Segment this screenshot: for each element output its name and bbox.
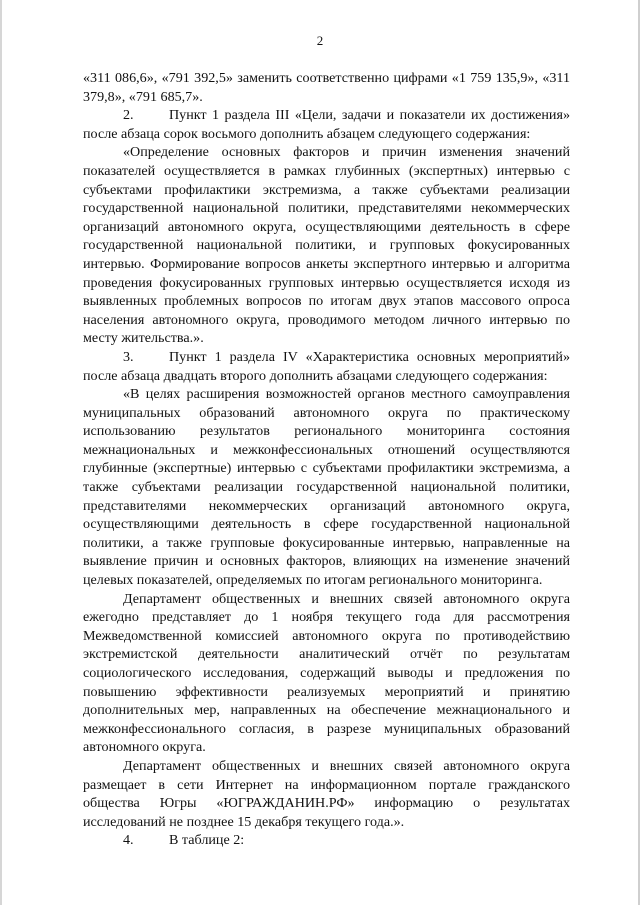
item-number: 4. [123,832,134,849]
paragraph-item-3 [83,348,570,385]
paragraph-department-publish: Департамент общественных и внешних связей автономного округа размещает в сети Интернет на информационном портале гражданского общества Югры «ЮГРАЖДАНИН.РФ» информацию о результатах исследований не позднее 15 декабря текущего года.». [83,757,570,830]
paragraph-item-4 [83,831,570,850]
paragraph-item-2 [83,106,570,143]
paragraph-text: В таблице 2: [169,832,245,849]
paragraph-text: Пункт 1 раздела IV «Характеристика основных мероприятий» после абзаца двадцать второго дополнить абзацами следующего содержания: [83,348,570,384]
paragraph-quote-definition: «Определение основных факторов и причин изменения значений показателей осуществляется в рамках глубинных (экспертных) интервью с субъектами профилактики экстремизма, а также субъектами реализации государственной национальной политики, представителями некоммерческих организаций автономного округа, осуществляющими деятельность в сфере государственной национальной политики, и групповых фокусированных интервью. Формирование вопросов анкеты экспертного интервью и алгоритма проведения фокусированных групповых интервью осуществляется исходя из выявленных проблемных вопросов по итогам двух этапов массового опроса населения автономного округа, проводимого методом личного интервью по месту жительства.». [83,144,570,347]
paragraph-quote-monitoring: «В целях расширения возможностей органов местного самоуправления муниципальных образований автономного округа по практическому использованию результатов регионального мониторинга состояния межнациональных и межконфессиональных отношений осуществляются глубинные (экспертные) интервью с субъектами профилактики экстремизма, а также субъектами реализации государственной национальной политики, представителями некоммерческих организаций автономного округа, осуществляющими деятельность в сфере государственной национальной политики, а также групповые фокусированные интервью, направленные на выявление причин и основных факторов, влияющих на изменение значений целевых показателей, определяемых по итогам регионального мониторинга. [83,386,570,589]
left-page-edge [0,0,2,905]
item-number: 3. [123,348,134,365]
page-number: 2 [316,33,324,48]
item-number: 2. [123,107,134,124]
paragraph-continuation: «311 086,6», «791 392,5» заменить соответственно цифрами «1 759 135,9», «311 379,8», «791 685,7». [83,70,570,105]
document-body [83,69,570,850]
paragraph-text: Пункт 1 раздела III «Цели, задачи и показатели их достижения» после абзаца сорок восьмого дополнить абзацем следующего содержания: [83,107,570,142]
paragraph-department-report: Департамент общественных и внешних связей автономного округа ежегодно представляет до 1 ноября текущего года для рассмотрения Межведомственной комиссией автономного округа по противодействию экстремистской деятельности аналитический отчёт по результатам социологического исследования, содержащий выводы и предложения по повышению эффективности реализуемых мероприятий и принятию дополнительных мер, направленных на обеспечение межнационального и межконфессионального согласия, в разрезе муниципальных образований автономного округа. [83,590,570,756]
